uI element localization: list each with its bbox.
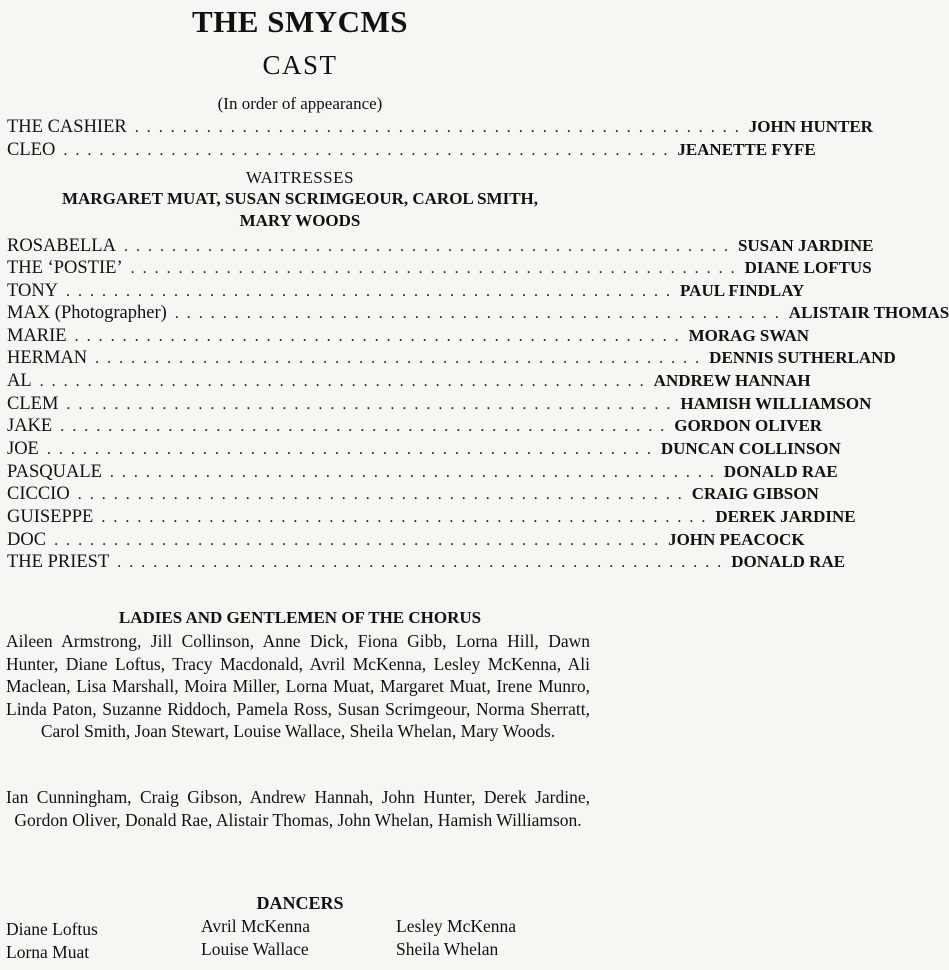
- cast-row: [7, 371, 811, 393]
- dot-leader: . . . . . . . . . . . . . . . . . . . . . . . . . . . . . . . . . . . . . . . . . . . . . . . . . . .: [74, 328, 681, 345]
- dot-leader: . . . . . . . . . . . . . . . . . . . . . . . . . . . . . . . . . . . . . . . . . . . . . . . . . . .: [134, 119, 741, 136]
- role-name: PASQUALE: [7, 462, 102, 482]
- dot-leader: . . . . . . . . . . . . . . . . . . . . . . . . . . . . . . . . . . . . . . . . . . . . . . . . . . .: [123, 238, 730, 255]
- cast-row: [7, 236, 874, 258]
- dancers-heading: DANCERS: [256, 893, 344, 913]
- dot-leader: . . . . . . . . . . . . . . . . . . . . . . . . . . . . . . . . . . . . . . . . . . . . . . . . . . .: [101, 509, 708, 526]
- chorus-heading: LADIES AND GENTLEMEN OF THE CHORUS: [118, 608, 482, 627]
- dot-leader: . . . . . . . . . . . . . . . . . . . . . . . . . . . . . . . . . . . . . . . . . . . . . . . . . . .: [63, 142, 670, 159]
- actor-name: DUNCAN COLLINSON: [660, 439, 841, 458]
- actor-name: SUSAN JARDINE: [737, 236, 874, 255]
- cast-row: [7, 258, 872, 280]
- waitresses-label: WAITRESSES: [246, 168, 354, 187]
- cast-row: [7, 484, 819, 506]
- actor-name: ALISTAIR THOMAS: [788, 303, 949, 322]
- role-name: JOE: [7, 439, 39, 459]
- waitress-names-line-1: MARGARET MUAT, SUSAN SCRIMGEOUR, CAROL SMITH,: [61, 189, 539, 208]
- cast-row: [7, 507, 856, 529]
- role-name: THE ‘POSTIE’: [7, 258, 123, 278]
- chorus-gentlemen-list: Ian Cunningham, Craig Gibson, Andrew Hannah, John Hunter, Derek Jardine, Gordon Oliver, Donald Rae, Alistair Thomas, John Whelan, Hamish Williamson.: [6, 787, 590, 830]
- role-name: ROSABELLA: [7, 236, 116, 256]
- cast-row: [7, 462, 838, 484]
- role-name: GUISEPPE: [7, 507, 94, 527]
- cast-row: [7, 326, 810, 348]
- dancer-name: Lesley McKenna: [396, 916, 517, 936]
- dot-leader: . . . . . . . . . . . . . . . . . . . . . . . . . . . . . . . . . . . . . . . . . . . . . . . . . . .: [39, 373, 646, 390]
- dot-leader: . . . . . . . . . . . . . . . . . . . . . . . . . . . . . . . . . . . . . . . . . . . . . . . . . . .: [174, 305, 781, 322]
- cast-row: [7, 348, 896, 370]
- dancer-name: Sheila Whelan: [396, 939, 499, 959]
- order-note: (In order of appearance): [217, 94, 383, 113]
- dancer-name: Louise Wallace: [201, 939, 309, 959]
- actor-name: ANDREW HANNAH: [653, 371, 811, 390]
- actor-name: GORDON OLIVER: [674, 416, 823, 435]
- role-name: DOC: [7, 530, 47, 550]
- cast-row: [7, 394, 872, 416]
- actor-name: PAUL FINDLAY: [680, 281, 805, 300]
- role-name: MARIE: [7, 326, 67, 346]
- role-name: JAKE: [7, 416, 53, 436]
- cast-row: [7, 416, 823, 438]
- actor-name: DONALD RAE: [731, 552, 846, 571]
- actor-name: JEANETTE FYFE: [677, 140, 816, 159]
- role-name: CLEO: [7, 140, 56, 160]
- cast-row: [7, 117, 873, 139]
- role-name: MAX (Photographer): [7, 303, 167, 323]
- dot-leader: . . . . . . . . . . . . . . . . . . . . . . . . . . . . . . . . . . . . . . . . . . . . . . . . . . .: [46, 441, 653, 458]
- role-name: HERMAN: [7, 348, 88, 368]
- role-name: THE PRIEST: [7, 552, 110, 572]
- role-name: CICCIO: [7, 484, 70, 504]
- cast-row: [7, 552, 846, 574]
- dot-leader: . . . . . . . . . . . . . . . . . . . . . . . . . . . . . . . . . . . . . . . . . . . . . . . . . . .: [117, 554, 724, 571]
- dot-leader: . . . . . . . . . . . . . . . . . . . . . . . . . . . . . . . . . . . . . . . . . . . . . . . . . . .: [95, 350, 702, 367]
- cast-row: [7, 439, 841, 461]
- dot-leader: . . . . . . . . . . . . . . . . . . . . . . . . . . . . . . . . . . . . . . . . . . . . . . . . . . .: [109, 464, 716, 481]
- dot-leader: . . . . . . . . . . . . . . . . . . . . . . . . . . . . . . . . . . . . . . . . . . . . . . . . . . .: [66, 396, 673, 413]
- cast-row: [7, 281, 805, 303]
- cast-row: [7, 530, 805, 552]
- dancer-name: Diane Loftus: [6, 919, 98, 939]
- chorus-ladies-list: Aileen Armstrong, Jill Collinson, Anne Dick, Fiona Gibb, Lorna Hill, Dawn Hunter, Diane Loftus, Tracy Macdonald, Avril McKenna, Lesley McKenna, Ali Maclean, Lisa Marshall, Moira Miller, Lorna Muat, Margaret Muat, Irene Munro, Linda Paton, Suzanne Riddoch, Pamela Ross, Susan Scrimgeour, Norma Sherratt, Carol Smith, Joan Stewart, Louise Wallace, Sheila Whelan, Mary Woods.: [6, 631, 590, 742]
- actor-name: HAMISH WILLIAMSON: [680, 394, 872, 413]
- cast-row: [7, 303, 949, 325]
- dancer-name: Lorna Muat: [6, 942, 90, 962]
- actor-name: DIANE LOFTUS: [744, 258, 872, 277]
- dancer-name: Avril McKenna: [201, 916, 311, 936]
- role-name: TONY: [7, 281, 59, 301]
- dot-leader: . . . . . . . . . . . . . . . . . . . . . . . . . . . . . . . . . . . . . . . . . . . . . . . . . . .: [66, 283, 673, 300]
- role-name: CLEM: [7, 394, 59, 414]
- dot-leader: . . . . . . . . . . . . . . . . . . . . . . . . . . . . . . . . . . . . . . . . . . . . . . . . . . .: [77, 486, 684, 503]
- actor-name: JOHN HUNTER: [748, 117, 873, 136]
- role-name: THE CASHIER: [7, 117, 127, 137]
- waitress-names-line-2: MARY WOODS: [239, 211, 361, 230]
- dot-leader: . . . . . . . . . . . . . . . . . . . . . . . . . . . . . . . . . . . . . . . . . . . . . . . . . . .: [60, 418, 667, 435]
- actor-name: MORAG SWAN: [688, 326, 810, 345]
- actor-name: DEREK JARDINE: [715, 507, 856, 526]
- cast-row: [7, 140, 816, 162]
- actor-name: CRAIG GIBSON: [691, 484, 819, 503]
- programme-title: THE SMYCMS: [192, 4, 408, 39]
- actor-name: DENNIS SUTHERLAND: [709, 348, 896, 367]
- dot-leader: . . . . . . . . . . . . . . . . . . . . . . . . . . . . . . . . . . . . . . . . . . . . . . . . . . .: [130, 260, 737, 277]
- actor-name: JOHN PEACOCK: [668, 530, 805, 549]
- actor-name: DONALD RAE: [723, 462, 838, 481]
- cast-heading: CAST: [262, 50, 338, 80]
- role-name: AL: [7, 371, 32, 391]
- dot-leader: . . . . . . . . . . . . . . . . . . . . . . . . . . . . . . . . . . . . . . . . . . . . . . . . . . .: [54, 532, 661, 549]
